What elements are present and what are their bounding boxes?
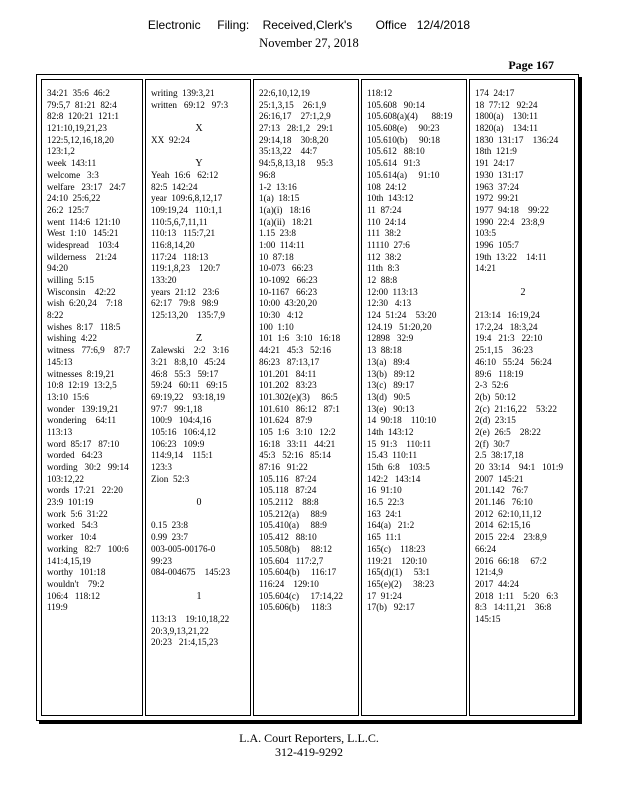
index-line: 124.19 51:20,20 bbox=[367, 321, 432, 332]
index-line: 105.410(a) 88:9 bbox=[259, 520, 327, 531]
index-line: 1820(a) 134:11 bbox=[475, 123, 538, 134]
index-line: 145:13 bbox=[47, 356, 73, 367]
index-line bbox=[151, 111, 247, 123]
index-line: Yeah 16:6 62:12 bbox=[151, 169, 219, 180]
index-line: 10:30 4:12 bbox=[259, 310, 304, 321]
index-line: 11 87:24 bbox=[367, 204, 402, 215]
index-line: 101.624 87:9 bbox=[259, 415, 313, 426]
index-line: 084-004675 145:23 bbox=[151, 567, 231, 578]
index-line: 1 bbox=[196, 590, 202, 602]
index-line: 103:5 bbox=[475, 228, 496, 239]
index-line: 116:8,14,20 bbox=[151, 239, 195, 250]
index-line: 86:23 87:13,17 bbox=[259, 356, 320, 367]
index-line: 27:13 28:1,2 29:1 bbox=[259, 123, 334, 134]
index-line: 116:24 129:10 bbox=[259, 578, 319, 589]
index-line: 110 24:14 bbox=[367, 216, 406, 227]
index-line: 1972 99:21 bbox=[475, 193, 519, 204]
index-line: 66:24 bbox=[475, 543, 496, 554]
index-line: 142:2 143:14 bbox=[367, 473, 421, 484]
index-line: 3:21 8:8,10 45:24 bbox=[151, 356, 226, 367]
index-column-3 bbox=[253, 79, 359, 716]
index-line: 10-1092 66:23 bbox=[259, 275, 318, 285]
index-line: 103:12,22 bbox=[47, 473, 85, 484]
index-line: 1930 131:17 bbox=[475, 169, 524, 180]
index-line: 164(a) 21:2 bbox=[367, 520, 415, 531]
index-line: witness 77:6,9 87:7 bbox=[47, 345, 131, 356]
index-line: 105.614 91:3 bbox=[367, 158, 421, 169]
index-line: 2(e) 26:5 28:22 bbox=[475, 426, 541, 437]
index-line: 12:30 4:13 bbox=[367, 298, 412, 309]
index-line: wording 30:2 99:14 bbox=[47, 462, 129, 472]
index-line: 101.610 86:12 87:1 bbox=[259, 403, 340, 414]
index-line: 1.15 23:8 bbox=[259, 228, 297, 239]
index-line: Zalewski 2:2 3:16 bbox=[151, 345, 229, 356]
index-line bbox=[151, 485, 247, 497]
index-line: 1:00 114:11 bbox=[259, 239, 305, 250]
index-line: wishing 4:22 bbox=[47, 333, 98, 344]
index-line: 2.5 38:17,18 bbox=[475, 450, 524, 461]
index-line: 101.202 83:23 bbox=[259, 380, 317, 391]
index-line: 191 24:17 bbox=[475, 158, 515, 169]
index-line: 2016 66:18 67:2 bbox=[475, 555, 547, 566]
index-line: Zion 52:3 bbox=[151, 473, 190, 484]
index-line: 109:19,24 110:1,1 bbox=[151, 204, 223, 215]
index-line: working 82:7 100:6 bbox=[47, 543, 129, 554]
index-line: 12:00 113:13 bbox=[367, 286, 418, 297]
index-line: 003-005-00176-0 bbox=[151, 543, 216, 554]
index-line: 114:9,14 115:1 bbox=[151, 450, 213, 461]
index-line: 26:2 125:7 bbox=[47, 204, 89, 215]
index-line: 13(d) 90:5 bbox=[367, 391, 411, 402]
index-line: welfare 23:17 24:7 bbox=[47, 181, 126, 192]
index-line: written 69:12 97:3 bbox=[151, 99, 229, 110]
index-line: 2017 44:24 bbox=[475, 578, 519, 589]
index-line: 1963 37:24 bbox=[475, 181, 519, 192]
index-line bbox=[151, 579, 247, 591]
index-line: 2 bbox=[520, 286, 526, 298]
index-line: 11th 8:3 bbox=[367, 263, 400, 274]
index-line: 105.116 87:24 bbox=[259, 473, 317, 484]
index-line: 18 77:12 92:24 bbox=[475, 99, 538, 110]
index-line: 46:10 55:24 56:24 bbox=[475, 356, 552, 367]
index-line: 163 24:1 bbox=[367, 508, 402, 519]
index-line: 8:22 bbox=[47, 310, 64, 321]
index-line: 105.212(a) 88:9 bbox=[259, 508, 327, 519]
index-line: 10th 143:12 bbox=[367, 193, 414, 204]
index-line: 35:13,22 44:7 bbox=[259, 146, 317, 157]
index-line: 106:4 118:12 bbox=[47, 590, 100, 601]
filing-stamp: Electronic Filing: Received,Clerk's Office 12/4/2018 bbox=[147, 18, 471, 32]
index-line: 24:10 25:6,22 bbox=[47, 193, 101, 204]
index-line: 2(b) 50:12 bbox=[475, 391, 516, 402]
index-line: 110:5,6,7,11,11 bbox=[151, 216, 208, 227]
index-line bbox=[151, 509, 247, 521]
index-line: 105.604(c) 17:14,22 bbox=[259, 590, 343, 601]
word-index-frame bbox=[36, 74, 579, 721]
index-line: 165(c) 118:23 bbox=[367, 543, 426, 554]
index-line: 141:4,15,19 bbox=[47, 555, 91, 566]
index-line: 59:24 60:11 69:15 bbox=[151, 380, 228, 391]
index-line: 89:6 118:19 bbox=[475, 368, 524, 379]
index-line: 13 88:18 bbox=[367, 345, 402, 356]
index-line: 123:3 bbox=[151, 462, 172, 472]
index-line: 165 11:1 bbox=[367, 532, 402, 543]
index-line: 1996 105:7 bbox=[475, 239, 519, 250]
index-line: 46:8 55:3 59:17 bbox=[151, 368, 219, 379]
index-line: writing 139:3,21 bbox=[151, 88, 215, 98]
index-line: 2(f) 30:7 bbox=[475, 438, 510, 449]
index-line: 17 91:24 bbox=[367, 590, 402, 601]
index-line: 1800(a) 130:11 bbox=[475, 111, 538, 122]
index-line: 112 38:2 bbox=[367, 251, 402, 262]
index-column-4 bbox=[361, 79, 467, 716]
index-line: 15 91:3 110:11 bbox=[367, 438, 432, 449]
index-line: 13(e) 90:13 bbox=[367, 403, 415, 414]
index-line: widespread 103:4 bbox=[47, 239, 119, 250]
index-line: years 21:12 23:6 bbox=[151, 286, 220, 297]
index-line: 15.43 110:11 bbox=[367, 450, 418, 461]
index-line: 105.614(a) 91:10 bbox=[367, 169, 440, 180]
index-line: 15th 6:8 103:5 bbox=[367, 462, 430, 472]
index-line: 14th 143:12 bbox=[367, 426, 414, 437]
index-line: 14 90:18 110:10 bbox=[367, 415, 437, 426]
index-line: 62:17 79:8 98:9 bbox=[151, 298, 219, 309]
footer-company: L.A. Court Reporters, L.L.C. bbox=[239, 731, 379, 745]
index-line: 11110 27:6 bbox=[367, 239, 410, 250]
index-line: 105.412 88:10 bbox=[259, 532, 317, 543]
index-line: 10:8 12:19 13:2,5 bbox=[47, 380, 117, 391]
index-line: 105 1:6 3:10 12:2 bbox=[259, 426, 336, 437]
index-line: 10:00 43:20,20 bbox=[259, 298, 317, 309]
index-line: 1990 22:4 23:8,9 bbox=[475, 216, 545, 227]
index-line: 174 24:17 bbox=[475, 88, 515, 98]
index-line: 1(a)(ii) 18:21 bbox=[259, 216, 313, 227]
index-line: 2015 22:4 23:8,9 bbox=[475, 532, 547, 543]
index-line: 101.302(e)(3) 86:5 bbox=[259, 391, 338, 402]
index-line: week 143:11 bbox=[47, 158, 97, 169]
index-line bbox=[475, 275, 571, 287]
index-line: 121:4,9 bbox=[475, 567, 503, 578]
index-line: 16 91:10 bbox=[367, 485, 402, 496]
index-line: 1977 94:18 99:22 bbox=[475, 204, 550, 215]
index-line: 105.610(b) 90:18 bbox=[367, 134, 440, 145]
index-line: year 109:6,8,12,17 bbox=[151, 193, 223, 204]
index-line: 118:12 bbox=[367, 88, 393, 98]
index-line: 111 38:2 bbox=[367, 228, 402, 239]
index-line: 20:23 21:4,15,23 bbox=[151, 637, 219, 648]
page-number: Page 167 bbox=[508, 58, 554, 72]
index-line: 165(e)(2) 38:23 bbox=[367, 578, 435, 589]
index-line: 105.608(a)(4) 88:19 bbox=[367, 111, 453, 122]
index-line: 44:21 45:3 52:16 bbox=[259, 345, 331, 356]
index-line: 2(d) 23:15 bbox=[475, 415, 516, 426]
index-column-1 bbox=[41, 79, 143, 716]
index-line: 1(a)(i) 18:16 bbox=[259, 204, 311, 215]
index-line bbox=[151, 146, 247, 158]
index-line: 110:13 115:7,21 bbox=[151, 228, 216, 239]
index-line: 99:23 bbox=[151, 555, 172, 566]
index-line bbox=[151, 322, 247, 334]
index-line: 100:9 104:4,16 bbox=[151, 415, 212, 426]
index-line: X bbox=[195, 123, 203, 135]
index-line: 79:5,7 81:21 82:4 bbox=[47, 99, 117, 110]
index-line: 2014 62:15,16 bbox=[475, 520, 531, 531]
index-line: 113:13 19:10,18,22 bbox=[151, 613, 230, 624]
index-line: 0.99 23:7 bbox=[151, 532, 189, 543]
index-line: worker 10:4 bbox=[47, 532, 97, 543]
index-line: 124 51:24 53:20 bbox=[367, 310, 437, 321]
index-line: worked 54:3 bbox=[47, 520, 98, 531]
index-line: 133:20 bbox=[151, 275, 177, 285]
index-line: 18th 121:9 bbox=[475, 146, 517, 157]
index-line: 94:5,8,13,18 95:3 bbox=[259, 158, 334, 169]
index-line: 29:14,18 30:8,20 bbox=[259, 134, 329, 145]
index-line: 2(c) 21:16,22 53:22 bbox=[475, 403, 557, 414]
index-line: 25:1,3,15 26:1,9 bbox=[259, 99, 327, 110]
index-line: 13:10 15:6 bbox=[47, 391, 89, 402]
index-line: 8:3 14:11,21 36:8 bbox=[475, 602, 552, 613]
index-line: 96:8 bbox=[259, 169, 276, 180]
index-line: 101 1:6 3:10 16:18 bbox=[259, 333, 341, 344]
index-line: 106:23 109:9 bbox=[151, 438, 205, 449]
index-line: Y bbox=[195, 158, 203, 170]
index-line: 10 87:18 bbox=[259, 251, 294, 262]
index-line: worthy 101:18 bbox=[47, 567, 106, 578]
index-line: 2012 62:10,11,12 bbox=[475, 508, 542, 519]
index-line: 105.604 117:2,7 bbox=[259, 555, 324, 566]
index-line: 94:20 bbox=[47, 263, 68, 274]
index-line: 16:18 33:11 44:21 bbox=[259, 438, 336, 449]
index-line: 2-3 52:6 bbox=[475, 380, 509, 391]
index-line: 16.5 22:3 bbox=[367, 497, 405, 508]
index-line: 105:16 106:4,12 bbox=[151, 426, 216, 437]
index-line: 1830 131:17 136:24 bbox=[475, 134, 559, 145]
index-line: wish 6:20,24 7:18 bbox=[47, 298, 123, 309]
index-line: welcome 3:3 bbox=[47, 169, 99, 180]
index-line: 105.508(b) 88:12 bbox=[259, 543, 332, 554]
index-line: 145:15 bbox=[475, 613, 501, 624]
index-line: went 114:6 121:10 bbox=[47, 216, 121, 227]
index-line: 105.604(b) 116:17 bbox=[259, 567, 337, 578]
index-line: witnesses 8:19,21 bbox=[47, 368, 115, 379]
index-line: wondering 64:11 bbox=[47, 415, 117, 426]
index-line: willing 5:15 bbox=[47, 275, 94, 285]
index-line: 26:16,17 27:1,2,9 bbox=[259, 111, 331, 122]
index-line: words 17:21 22:20 bbox=[47, 485, 123, 496]
index-line: 201.142 76:7 bbox=[475, 485, 529, 496]
index-line: 23:9 101:19 bbox=[47, 497, 94, 508]
index-line: 10-073 66:23 bbox=[259, 263, 313, 274]
index-line: work 5:6 31:22 bbox=[47, 508, 108, 519]
index-line: 22:6,10,12,19 bbox=[259, 88, 310, 98]
index-line: 101.201 84:11 bbox=[259, 368, 317, 379]
index-line: 125:13,20 135:7,9 bbox=[151, 310, 226, 321]
index-line: wilderness 21:24 bbox=[47, 251, 117, 262]
index-line: 20 33:14 94:1 101:9 bbox=[475, 462, 564, 472]
index-line: 97:7 99:1,18 bbox=[151, 403, 203, 414]
index-line: Wisconsin 42:22 bbox=[47, 286, 116, 297]
index-line: 13(b) 89:12 bbox=[367, 368, 415, 379]
index-line: XX 92:24 bbox=[151, 134, 190, 145]
index-line: 105.612 88:10 bbox=[367, 146, 425, 157]
index-line: 2018 1:11 5:20 6:3 bbox=[475, 590, 559, 601]
index-line: 100 1:10 bbox=[259, 321, 294, 332]
footer-phone: 312-419-9292 bbox=[275, 745, 343, 759]
index-line: 119:21 120:10 bbox=[367, 555, 427, 566]
index-line: 1(a) 18:15 bbox=[259, 193, 300, 204]
index-line: 119:9 bbox=[47, 602, 68, 613]
index-line: 119:1,8,23 120:7 bbox=[151, 263, 221, 274]
index-line: wishes 8:17 118:5 bbox=[47, 321, 121, 332]
index-line: 82:8 120:21 121:1 bbox=[47, 111, 119, 122]
index-line: 108 24:12 bbox=[367, 181, 407, 192]
index-line: 17(b) 92:17 bbox=[367, 602, 415, 613]
index-line: 2007 145:21 bbox=[475, 473, 524, 484]
index-line: 14:21 bbox=[475, 263, 496, 274]
index-line: 1-2 13:16 bbox=[259, 181, 297, 192]
index-line: 105.608 90:14 bbox=[367, 99, 425, 110]
index-line: wouldn't 79:2 bbox=[47, 578, 105, 589]
index-line: 165(d)(1) 53:1 bbox=[367, 567, 431, 578]
index-line: 0.15 23:8 bbox=[151, 520, 189, 531]
index-column-5 bbox=[469, 79, 575, 716]
index-line: 17:2,24 18:3,24 bbox=[475, 321, 538, 332]
index-line bbox=[475, 298, 571, 310]
index-line: 34:21 35:6 46:2 bbox=[47, 88, 110, 98]
index-line: 25:1,15 36:23 bbox=[475, 345, 533, 356]
index-line: 19th 13:22 14:11 bbox=[475, 251, 547, 262]
index-line: 10-1167 66:23 bbox=[259, 286, 318, 297]
index-line: 20:3,9,13,21,22 bbox=[151, 625, 209, 636]
index-line bbox=[151, 602, 247, 614]
index-line: wonder 139:19,21 bbox=[47, 403, 119, 414]
index-line: 13(a) 89:4 bbox=[367, 356, 410, 367]
index-line: 12 88:8 bbox=[367, 275, 398, 285]
index-line: West 1:10 145:21 bbox=[47, 228, 119, 239]
index-line: 121:10,19,21,23 bbox=[47, 123, 107, 134]
index-line: 123:1,2 bbox=[47, 146, 75, 157]
index-line: 105.2112 88:8 bbox=[259, 497, 319, 508]
index-line: 201.146 76:10 bbox=[475, 497, 533, 508]
index-line: 69:19,22 93:18,19 bbox=[151, 391, 226, 402]
index-line: 113:13 bbox=[47, 426, 73, 437]
index-line: 45:3 52:16 85:14 bbox=[259, 450, 331, 461]
index-line: 19:4 21:3 22:10 bbox=[475, 333, 543, 344]
index-line: 117:24 118:13 bbox=[151, 251, 209, 262]
index-line: worded 64:23 bbox=[47, 450, 103, 461]
index-line: 105.608(e) 90:23 bbox=[367, 123, 440, 134]
index-line: 105.606(b) 118:3 bbox=[259, 602, 332, 613]
filing-date: November 27, 2018 bbox=[259, 36, 359, 50]
index-line: Z bbox=[195, 333, 203, 345]
index-line: word 85:17 87:10 bbox=[47, 438, 120, 449]
index-line: 87:16 91:22 bbox=[259, 462, 308, 472]
index-line: 12898 32:9 bbox=[367, 333, 414, 344]
index-line: 0 bbox=[196, 497, 202, 509]
index-line: 122:5,12,16,18,20 bbox=[47, 134, 114, 145]
index-line: 82:5 142:24 bbox=[151, 181, 198, 192]
index-column-2 bbox=[145, 79, 251, 716]
index-line: 213:14 16:19,24 bbox=[475, 310, 540, 321]
index-line: 13(c) 89:17 bbox=[367, 380, 415, 391]
index-line: 105.118 87:24 bbox=[259, 485, 317, 496]
